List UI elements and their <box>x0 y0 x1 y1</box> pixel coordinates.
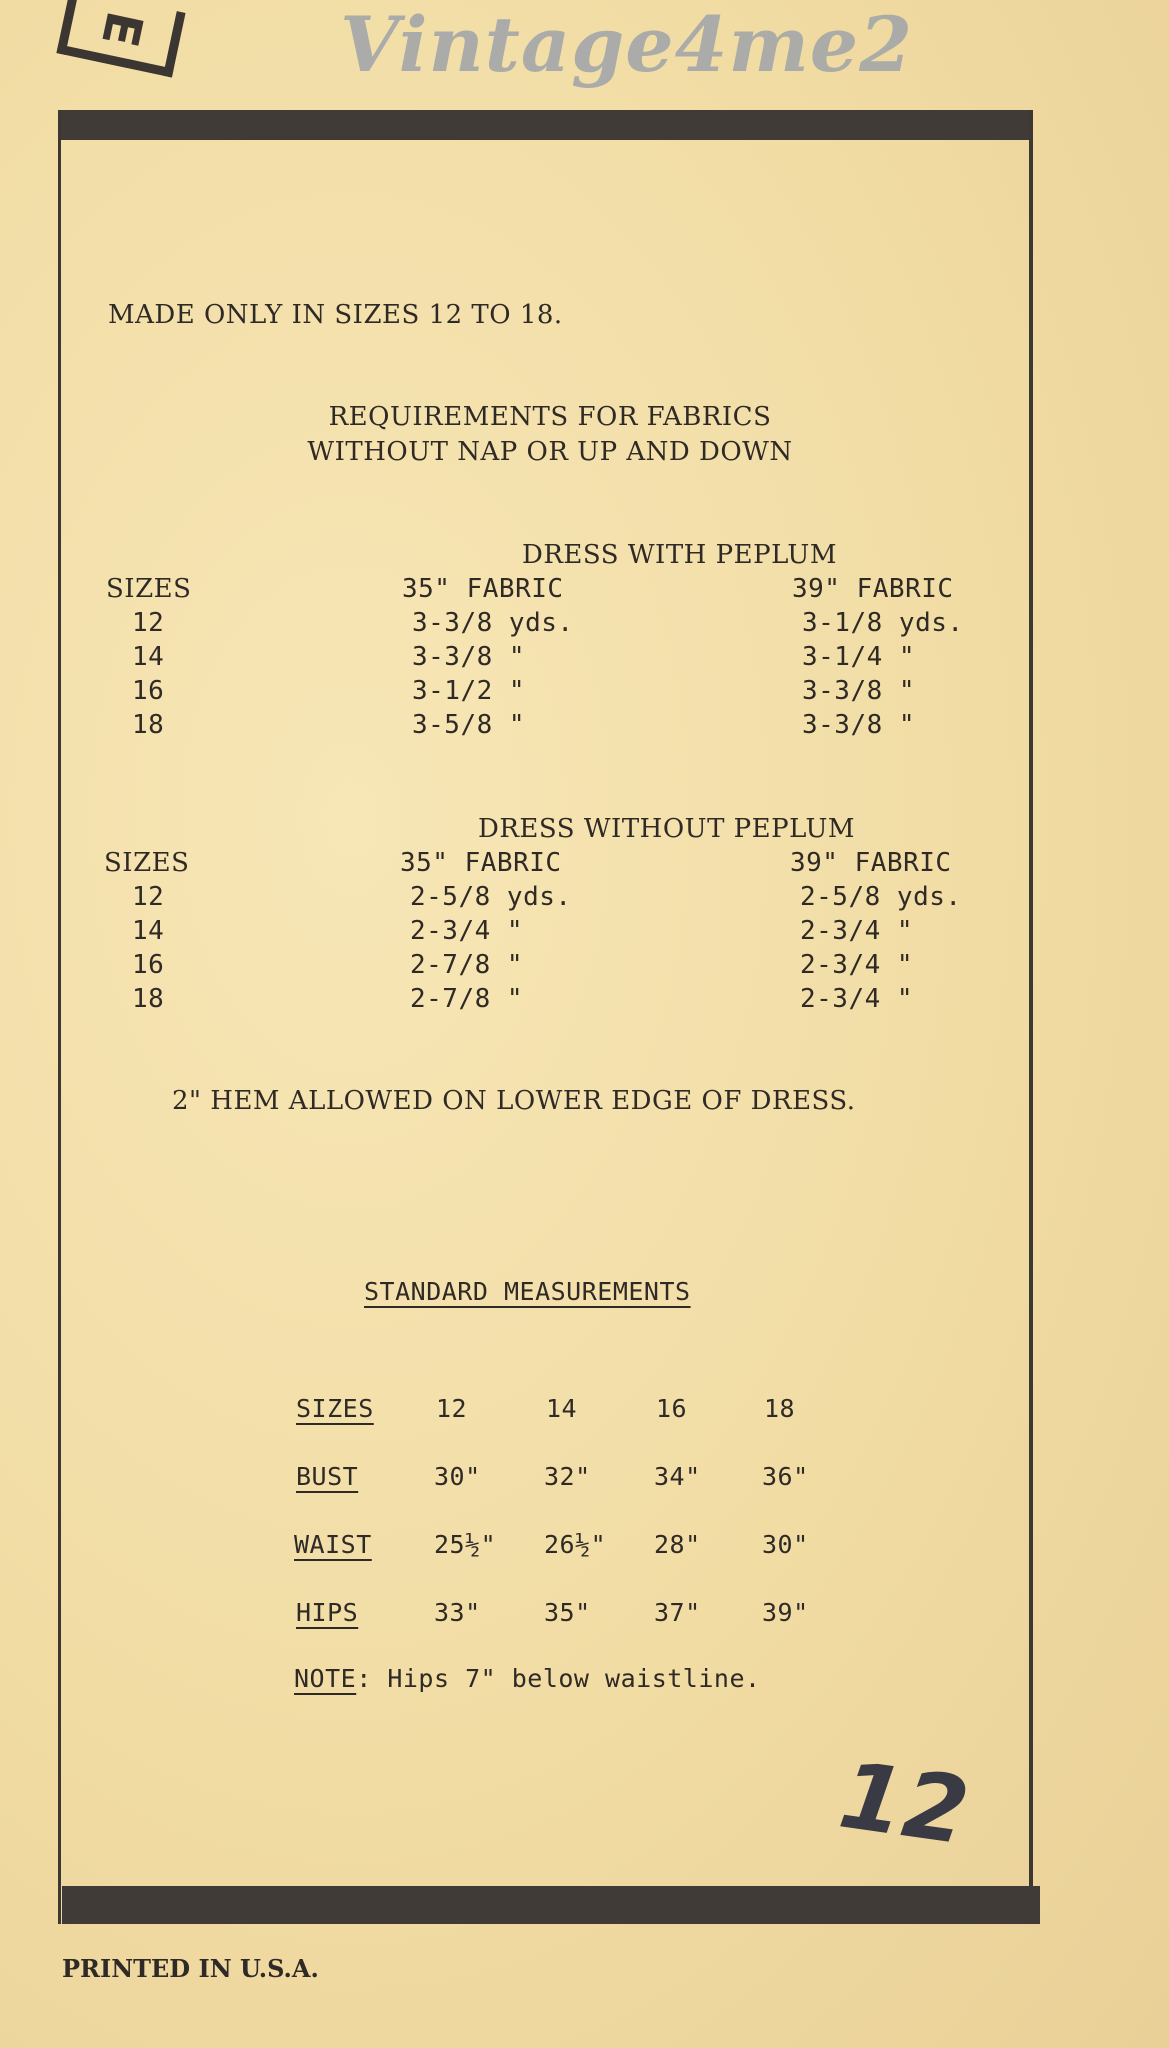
without-peplum-35-value: 2-7/8 " <box>410 950 524 980</box>
without-peplum-39-value: 2-3/4 " <box>800 950 914 980</box>
measure-label-hips: HIPS <box>296 1598 359 1627</box>
with-peplum-39-value: 3-3/8 " <box>802 710 916 740</box>
note-text: : Hips 7" below waistline. <box>356 1664 761 1693</box>
with-peplum-35-header: 35" FABRIC <box>402 574 564 604</box>
measure-value: 26½" <box>544 1530 607 1559</box>
measure-value: 25½" <box>434 1530 497 1559</box>
corner-stamp <box>56 0 185 78</box>
measure-value: 36" <box>762 1462 809 1491</box>
with-peplum-35-value: 3-3/8 " <box>412 642 526 672</box>
measure-value: 34" <box>654 1462 701 1491</box>
without-peplum-size: 16 <box>132 950 165 980</box>
with-peplum-size: 14 <box>132 642 165 672</box>
with-peplum-39-value: 3-1/4 " <box>802 642 916 672</box>
with-peplum-size: 12 <box>132 608 165 638</box>
right-border-line <box>1029 110 1033 1924</box>
without-peplum-35-value: 2-3/4 " <box>410 916 524 946</box>
without-peplum-title: DRESS WITHOUT PEPLUM <box>478 814 856 844</box>
note-label: NOTE <box>294 1664 357 1693</box>
without-peplum-35-header: 35" FABRIC <box>400 848 562 878</box>
measure-value: 30" <box>762 1530 809 1559</box>
without-peplum-sizes-header: SIZES <box>104 848 190 878</box>
measure-label-sizes: SIZES <box>296 1394 374 1423</box>
with-peplum-35-value: 3-1/2 " <box>412 676 526 706</box>
without-peplum-39-value: 2-3/4 " <box>800 916 914 946</box>
without-peplum-size: 12 <box>132 882 165 912</box>
with-peplum-sizes-header: SIZES <box>106 574 192 604</box>
measure-value: 35" <box>544 1598 591 1627</box>
size-stamp: 12 <box>833 1741 975 1866</box>
measure-value: 12 <box>436 1394 468 1423</box>
left-border-line <box>58 110 61 1924</box>
without-peplum-35-value: 2-5/8 yds. <box>410 882 572 912</box>
without-peplum-39-header: 39" FABRIC <box>790 848 952 878</box>
without-peplum-35-value: 2-7/8 " <box>410 984 524 1014</box>
requirements-title-line2: WITHOUT NAP OR UP AND DOWN <box>307 437 793 467</box>
with-peplum-35-value: 3-5/8 " <box>412 710 526 740</box>
standard-measurements-title: STANDARD MEASUREMENTS <box>364 1277 691 1306</box>
watermark: Vintage4me2 <box>340 0 914 89</box>
hem-note: 2" HEM ALLOWED ON LOWER EDGE OF DRESS. <box>172 1086 856 1116</box>
without-peplum-39-value: 2-5/8 yds. <box>800 882 962 912</box>
bottom-border-bar <box>62 1886 1040 1924</box>
measure-value: 14 <box>546 1394 578 1423</box>
measure-label-waist: WAIST <box>294 1530 372 1559</box>
measure-value: 32" <box>544 1462 591 1491</box>
with-peplum-39-value: 3-3/8 " <box>802 676 916 706</box>
corner-stamp-letter: E <box>90 5 154 52</box>
with-peplum-size: 18 <box>132 710 165 740</box>
with-peplum-35-value: 3-3/8 yds. <box>412 608 574 638</box>
requirements-title-line1: REQUIREMENTS FOR FABRICS <box>328 402 772 432</box>
measure-value: 37" <box>654 1598 701 1627</box>
measure-value: 16 <box>656 1394 688 1423</box>
intro-text: MADE ONLY IN SIZES 12 TO 18. <box>108 300 563 330</box>
measure-value: 30" <box>434 1462 481 1491</box>
without-peplum-39-value: 2-3/4 " <box>800 984 914 1014</box>
without-peplum-size: 14 <box>132 916 165 946</box>
with-peplum-title: DRESS WITH PEPLUM <box>522 540 837 570</box>
measure-value: 28" <box>654 1530 701 1559</box>
printed-in-usa: PRINTED IN U.S.A. <box>62 1954 319 1983</box>
measure-value: 33" <box>434 1598 481 1627</box>
with-peplum-39-header: 39" FABRIC <box>792 574 954 604</box>
measure-value: 18 <box>764 1394 796 1423</box>
measure-value: 39" <box>762 1598 809 1627</box>
top-border-bar <box>58 110 1032 140</box>
without-peplum-size: 18 <box>132 984 165 1014</box>
measure-label-bust: BUST <box>296 1462 359 1491</box>
measurement-note <box>294 1664 761 1693</box>
with-peplum-39-value: 3-1/8 yds. <box>802 608 964 638</box>
with-peplum-size: 16 <box>132 676 165 706</box>
